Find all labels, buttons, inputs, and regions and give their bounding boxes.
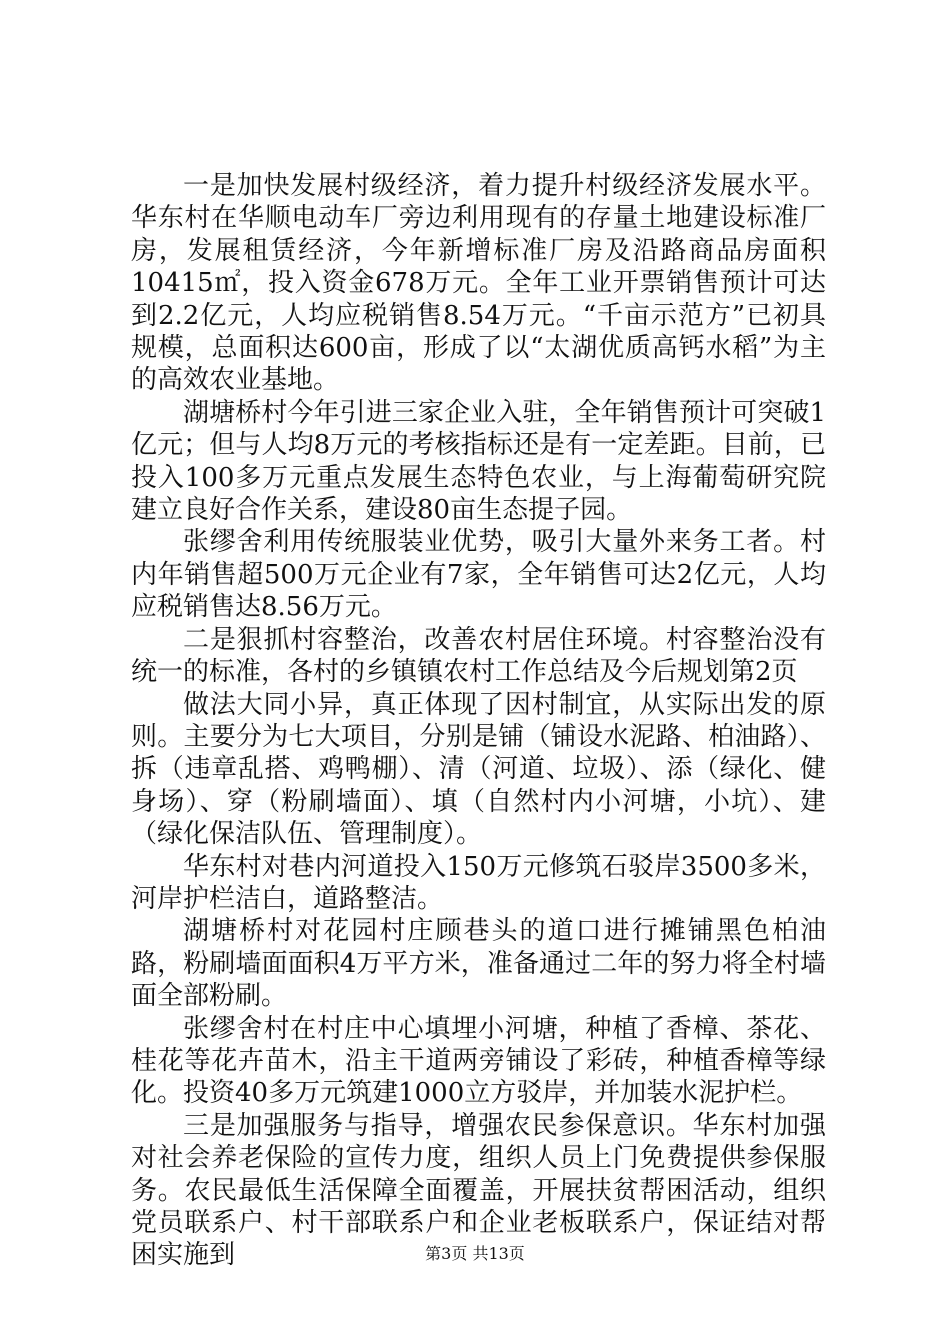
paragraph-renovation-projects: 做法大同小异，真正体现了因村制宜，从实际出发的原则。主要分为七大项目，分别是铺（铺设水泥路、柏油路）、拆（违章乱搭、鸡鸭棚）、清（河道、垃圾）、添（绿化、健身场）、穿（粉刷墙面）、填（自然村内小河塘，小坑）、建（绿化保洁队伍、管理制度）。 [131, 689, 826, 850]
paragraph-village-renovation: 二是狠抓村容整治，改善农村居住环境。村容整治没有统一的标准，各村的乡镇镇农村工作总结及今后规划第2页 [131, 624, 826, 688]
paragraph-zhangmiaoshe-economy: 张缪舍利用传统服装业优势，吸引大量外来务工者。村内年销售超500万元企业有7家，全年销售可达2亿元，人均应税销售达8.56万元。 [131, 527, 826, 623]
paragraph-insurance-services: 三是加强服务与指导，增强农民参保意识。华东村加强对社会养老保险的宣传力度，组织人员上门免费提供参保服务。农民最低生活保障全面覆盖，开展扶贫帮困活动，组织党员联系户、村干部联系户和企业老板联系户，保证结对帮困实施到 [131, 1110, 826, 1271]
paragraph-zhangmiaoshe-renovation: 张缪舍村在村庄中心填埋小河塘，种植了香樟、茶花、桂花等花卉苗木，沿主干道两旁铺设了彩砖，种植香樟等绿化。投资40多万元筑建1000立方驳岸，并加装水泥护栏。 [131, 1013, 826, 1109]
page-footer: 第3页 共13页 [425, 1244, 525, 1263]
paragraph-hutangqiao-economy: 湖塘桥村今年引进三家企业入驻，全年销售预计可突破1亿元；但与人均8万元的考核指标还是有一定差距。目前，已投入100多万元重点发展生态特色农业，与上海葡萄研究院建立良好合作关系，建设80亩生态提子园。 [131, 397, 826, 526]
document-body [131, 170, 826, 1272]
paragraph-hutangqiao-renovation: 湖塘桥村对花园村庄顾巷头的道口进行摊铺黑色柏油路，粉刷墙面面积4万平方米，准备通过二年的努力将全村墙面全部粉刷。 [131, 916, 826, 1012]
paragraph-village-economy: 一是加快发展村级经济，着力提升村级经济发展水平。华东村在华顺电动车厂旁边利用现有的存量土地建设标准厂房，发展租赁经济，今年新增标准厂房及沿路商品房面积10415㎡，投入资金678万元。全年工业开票销售预计可达到2.2亿元，人均应税销售8.54万元。“千亩示范方”已初具规模，总面积达600亩，形成了以“太湖优质高钙水稻”为主的高效农业基地。 [131, 171, 826, 396]
paragraph-huadong-renovation: 华东村对巷内河道投入150万元修筑石驳岸3500多米，河岸护栏洁白，道路整洁。 [131, 851, 826, 914]
